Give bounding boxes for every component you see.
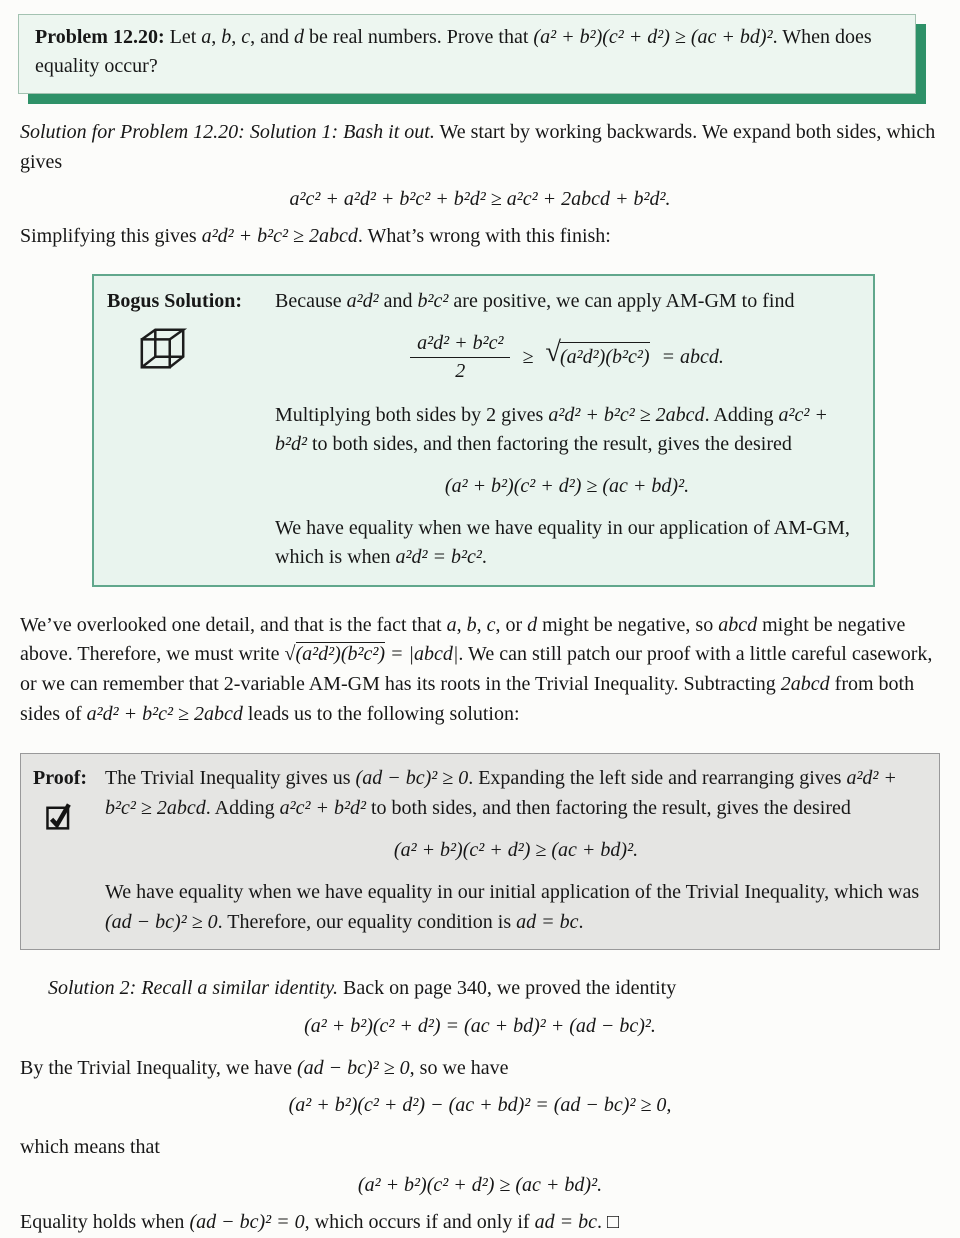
difference-equation: (a² + b²)(c² + d²) − (ac + bd)² = (ad − bc)² ≥ 0, bbox=[288, 1094, 672, 1117]
proof-content bbox=[105, 763, 927, 937]
bogus-solution-box bbox=[92, 274, 875, 587]
proof-label-column bbox=[33, 763, 97, 937]
sqrt-expression: √ (a²d²)(b²c²) bbox=[545, 342, 649, 372]
overlooked-paragraph: We’ve overlooked one detail, and that is the fact that a, b, c, or d might be negative, so abcd might be negative above. Therefore, we must write √(a²d²)(b²c²) = |abcd|. We can still patch our proof with a little careful casework, or we can remember that 2-variable AM-GM has its roots in the Trivial Inequality. Subtracting 2abcd from both sides of a²d² + b²c² ≥ 2abcd leads us to the following solution: bbox=[20, 613, 933, 725]
bogus-equality-text: We have equality when we have equality in our application of AM-GM, which is when a²d² = b²c². bbox=[275, 516, 850, 568]
open-box-icon bbox=[137, 325, 265, 382]
identity-equation: (a² + b²)(c² + d²) = (ac + bd)² + (ad − bc)². bbox=[304, 1014, 656, 1037]
problem-text: Let a, b, c, and d be real numbers. Prove that (a² + b²)(c² + d²) ≥ (ac + bd)². When does equality occur? bbox=[35, 26, 872, 77]
final-inequality-equation: (a² + b²)(c² + d²) ≥ (ac + bd)². bbox=[357, 1173, 603, 1196]
textbook-page bbox=[0, 14, 960, 1233]
bogus-body-text: Multiplying both sides by 2 gives a²d² + b²c² ≥ 2abcd. Adding a²c² + b²d² to both sides, and then factoring the result, gives the desired bbox=[275, 403, 828, 455]
amgm-fraction-equation bbox=[275, 331, 859, 384]
radical-sign: √ bbox=[545, 337, 562, 369]
proof-label: Proof: bbox=[33, 767, 88, 790]
bogus-intro-text: Because a²d² and b²c² are positive, we can apply AM-GM to find bbox=[275, 289, 795, 312]
trivial-inequality-paragraph: By the Trivial Inequality, we have (ad − bc)² ≥ 0, so we have bbox=[20, 1056, 509, 1079]
simplify-paragraph: Simplifying this gives a²d² + b²c² ≥ 2abcd. What’s wrong with this finish: bbox=[20, 225, 611, 248]
equality-conclusion-paragraph: Equality holds when (ad − bc)² = 0, which occurs if and only if ad = bc. □ bbox=[20, 1210, 620, 1233]
equation-rhs: = abcd. bbox=[661, 345, 724, 368]
fraction: $\frac{\text{a²d² + b²c²}}{2}$ bbox=[410, 331, 510, 384]
relation-symbol: ≥ bbox=[522, 345, 534, 368]
checked-checkbox-icon bbox=[45, 801, 97, 840]
proof-box bbox=[20, 753, 940, 950]
bogus-solution-label: Bogus Solution: bbox=[107, 289, 243, 312]
solution-intro-paragraph: Solution for Problem 12.20: Solution 1: Bash it out. We start by working backwards. We expand both sides, which gives bbox=[20, 121, 936, 173]
problem-box bbox=[18, 14, 916, 94]
proof-body-text: The Trivial Inequality gives us (ad − bc)² ≥ 0. Expanding the left side and rearranging gives a²d² + b²c² ≥ 2abcd. Adding a²c² + b²d² to both sides, and then factoring the result, gives the desired bbox=[105, 767, 897, 820]
proof-equality-text: We have equality when we have equality in our initial application of the Trivial Inequality, which was (ad − bc)² ≥ 0. Therefore, our equality condition is ad = bc. bbox=[105, 881, 920, 934]
bogus-result-equation: (a² + b²)(c² + d²) ≥ (ac + bd)². bbox=[444, 474, 690, 497]
proof-result-equation: (a² + b²)(c² + d²) ≥ (ac + bd)². bbox=[393, 839, 639, 862]
bogus-label-column bbox=[107, 287, 265, 572]
problem-label: Problem 12.20: bbox=[35, 26, 165, 48]
bogus-content bbox=[275, 287, 859, 572]
solution2-paragraph: Solution 2: Recall a similar identity. Back on page 340, we proved the identity bbox=[48, 977, 677, 1000]
expansion-equation: a²c² + a²d² + b²c² + b²d² ≥ a²c² + 2abcd + b²d². bbox=[289, 188, 671, 211]
which-means-paragraph: which means that bbox=[20, 1136, 160, 1159]
